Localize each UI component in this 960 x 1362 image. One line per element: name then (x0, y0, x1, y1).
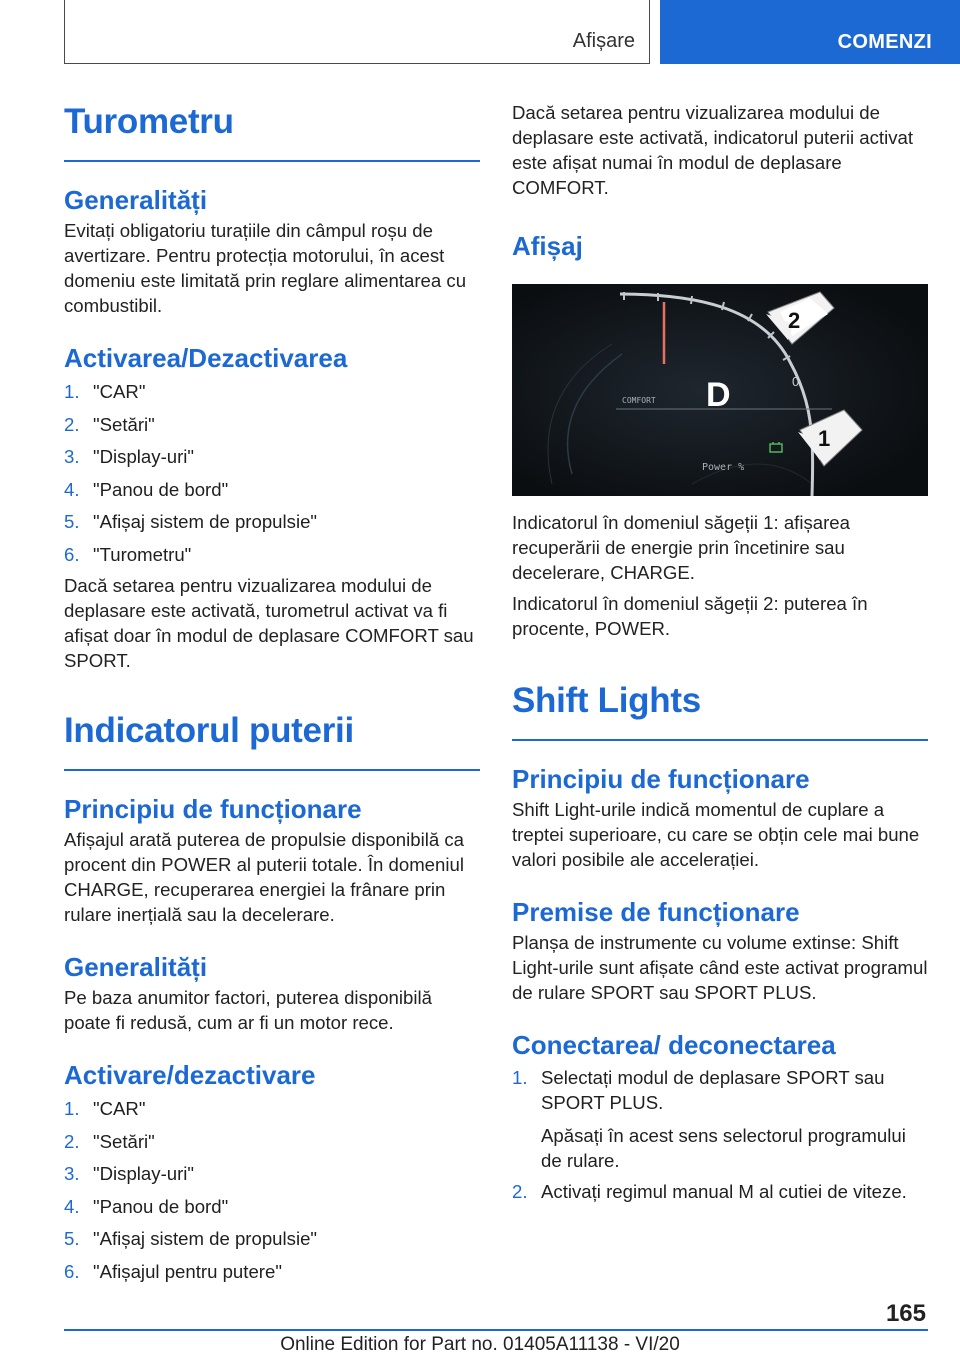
list-item: 2. "Setări" (64, 413, 155, 435)
paragraph-generalitati-2: Pe baza anumitor factori, puterea disponibilă poate fi redusă, cum ar fi un motor rece. (64, 987, 432, 1033)
title-rule (64, 160, 480, 162)
heading-generalitati: Generalități (64, 185, 208, 215)
section-title-indicatorul-puterii: Indicatorul puterii (64, 711, 354, 750)
list-item: 5. "Afișaj sistem de propulsie" (64, 1228, 318, 1249)
steps-list-shift-lights (512, 1065, 928, 1204)
header-frame (64, 0, 650, 64)
header-section-label: Afișare (572, 30, 635, 52)
power-display-figure (512, 284, 928, 496)
footer-rule (64, 1329, 928, 1331)
title-rule (512, 739, 928, 741)
steps-list-putere (64, 1093, 480, 1288)
paragraph-premise: Planșa de instrumente cu volume extinse: Shift Light-urile sunt afișate când este activat programul de rulare SPORT sau SPORT PLUS. (512, 932, 928, 1003)
paragraph-turometru-note: Dacă setarea pentru vizualizarea modului de deplasare este activată, turometrul activat va fi afișat doar în modul de deplasare COMFORT sau SPORT. (64, 575, 474, 671)
list-item: 1. "CAR" (64, 381, 146, 402)
heading-activarea: Activarea/Dezactivarea (64, 343, 348, 373)
section-title-shift-lights: Shift Lights (512, 681, 701, 720)
list-item: 4. "Panou de bord" (64, 478, 229, 500)
heading-principiu: Principiu de funcționare (64, 794, 362, 824)
heading-afisaj: Afișaj (512, 231, 583, 261)
list-item: 5. "Afișaj sistem de propulsie" (64, 511, 318, 532)
heading-activare: Activare/dezactivare (64, 1060, 316, 1090)
paragraph-principiu: Afișajul arată puterea de propulsie disponibilă ca procent din POWER al puterii totale. În domeniul CHARGE, recuperarea energiei la frânare prin rulare inerțială sau la decelerare. (64, 829, 465, 925)
list-item: 3. "Display-uri" (64, 1163, 195, 1184)
caption-arrow-2: Indicatorul în domeniul săgeții 2: puterea în procente, POWER. (512, 593, 868, 639)
left-column (64, 100, 480, 1288)
list-item: 3. "Display-uri" (64, 446, 195, 467)
zero-mark: 0 (792, 374, 800, 389)
steps-list-turometru (64, 376, 480, 571)
tab-comenzi-label: COMENZI (837, 31, 932, 53)
list-item: 6. "Afișajul pentru putere" (64, 1260, 282, 1282)
list-item: 2. "Setări" (64, 1130, 155, 1152)
paragraph-principiu-shift: Shift Light-urile indică momentul de cuplare a treptei superioare, cu care se obțin cele mai bune valori posibile ale accelerației. (512, 799, 920, 870)
title-rule (64, 769, 480, 771)
caption-arrow-1: Indicatorul în domeniul săgeții 1: afișarea recuperării de energie prin încetinire sau decelerare, CHARGE. (512, 512, 850, 583)
right-column (512, 100, 928, 1204)
instrument-cluster-illustration (512, 284, 928, 496)
list-item: 2. Activați regimul manual M al cutiei de viteze. (512, 1181, 907, 1202)
tab-comenzi[interactable] (660, 0, 960, 64)
heading-premise: Premise de funcționare (512, 897, 800, 927)
heading-conectarea: Conectarea/ deconectarea (512, 1030, 836, 1060)
footer-edition: Online Edition for Part no. 01405A11138 - VI/20 (280, 1334, 680, 1355)
list-item: 1. "CAR" (64, 1098, 146, 1119)
paragraph-intro: Dacă setarea pentru vizualizarea modului de deplasare este activată, indicatorul puterii activat este afișat numai în modul de deplasare COMFORT. (512, 102, 914, 198)
page-number: 165 (885, 1300, 926, 1327)
callout-1-number: 1 (818, 426, 831, 451)
paragraph-generalitati: Evitați obligatoriu turațiile din câmpul roșu de avertizare. Pentru protecția motorului, în acest domeniu este limitată prin reglare alimentarea cu combustibil. (64, 220, 467, 316)
heading-principiu-shift: Principiu de funcționare (512, 764, 810, 794)
power-percent-label: Power % (702, 462, 745, 473)
list-item: 6. "Turometru" (64, 543, 192, 565)
section-title-turometru: Turometru (64, 102, 234, 141)
heading-generalitati-2: Generalități (64, 952, 208, 982)
list-item: 4. "Panou de bord" (64, 1195, 229, 1217)
gear-indicator: D (706, 376, 731, 414)
callout-2-number: 2 (788, 308, 801, 333)
mode-label: COMFORT (622, 396, 656, 405)
list-item: 1. Selectați modul de deplasare SPORT sau SPORT PLUS. Apăsați în acest sens selectorul programului de rulare. (512, 1067, 906, 1171)
